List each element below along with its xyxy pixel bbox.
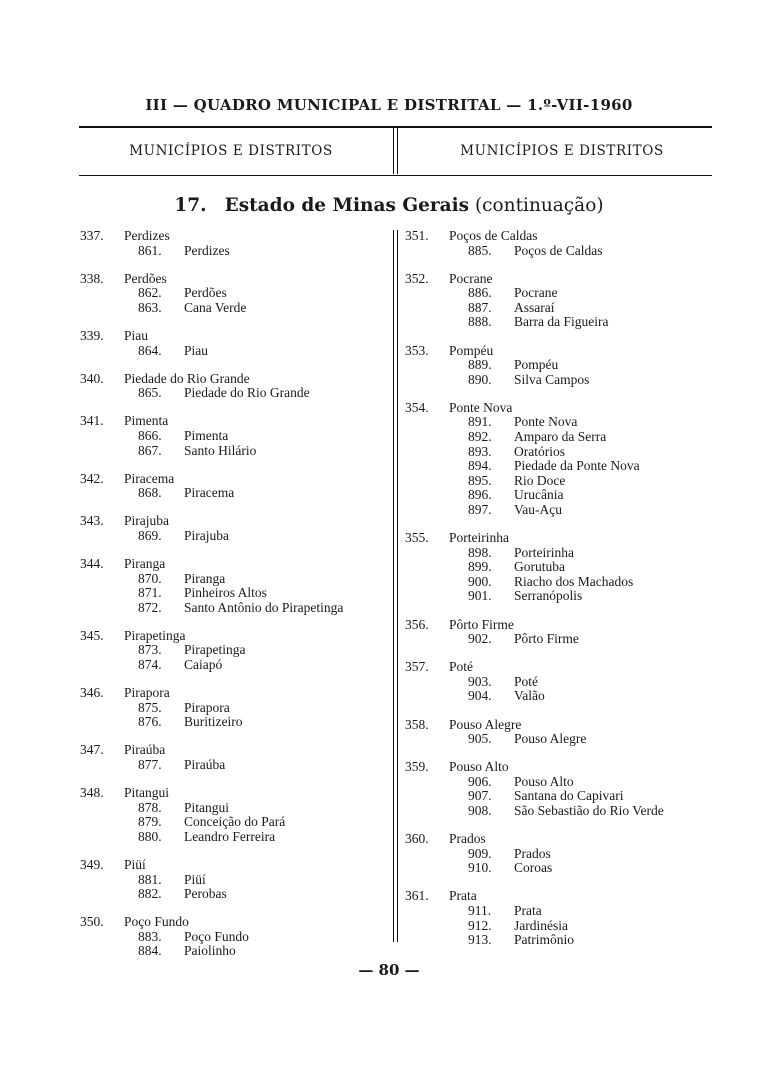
municipality-line bbox=[80, 272, 390, 287]
section-suffix: (continuação) bbox=[474, 195, 604, 216]
district-number: 879. bbox=[138, 814, 162, 830]
municipality-name: Poços de Caldas bbox=[449, 228, 538, 243]
district-name: Barra da Figueira bbox=[514, 314, 609, 330]
municipality-number: 357. bbox=[405, 659, 429, 675]
district-number: 911. bbox=[468, 902, 492, 918]
municipality-line bbox=[80, 329, 390, 344]
district-number: 864. bbox=[138, 342, 162, 358]
municipality-line bbox=[80, 514, 390, 529]
municipality-name: Poté bbox=[449, 659, 474, 675]
district-line bbox=[405, 474, 715, 489]
district-number: 876. bbox=[138, 714, 162, 730]
municipality-line bbox=[80, 414, 390, 429]
municipality-name: Prata bbox=[449, 888, 477, 904]
district-number: 868. bbox=[138, 485, 162, 501]
district-line bbox=[405, 358, 715, 373]
district-line bbox=[405, 445, 715, 460]
district-name: Piedade do Rio Grande bbox=[184, 385, 310, 401]
district-name: Pirapora bbox=[184, 699, 230, 715]
district-line bbox=[80, 301, 390, 316]
district-line bbox=[80, 758, 390, 773]
municipality-line bbox=[405, 718, 715, 733]
district-name: Serranópolis bbox=[514, 588, 583, 604]
municipality-entry bbox=[405, 832, 715, 876]
district-name: Urucânia bbox=[514, 487, 564, 503]
district-number: 889. bbox=[468, 357, 492, 373]
district-number: 905. bbox=[468, 731, 492, 747]
district-name: Piranga bbox=[184, 570, 226, 586]
district-line bbox=[405, 503, 715, 518]
district-name: Santo Hilário bbox=[184, 442, 257, 458]
municipality-number: 358. bbox=[405, 716, 429, 732]
district-number: 900. bbox=[468, 573, 492, 589]
district-name: Ponte Nova bbox=[514, 414, 578, 430]
district-name: Pitangui bbox=[184, 799, 230, 815]
municipality-number: 348. bbox=[80, 785, 104, 801]
district-name: São Sebastião do Rio Verde bbox=[514, 803, 664, 818]
district-number: 867. bbox=[138, 442, 162, 458]
municipality-entry bbox=[405, 618, 715, 647]
district-line bbox=[405, 861, 715, 876]
municipality-entry bbox=[80, 514, 390, 543]
district-name: Pouso Alegre bbox=[514, 731, 587, 747]
district-number: 898. bbox=[468, 544, 492, 560]
municipality-number: 342. bbox=[80, 470, 104, 486]
district-name: Pirajuba bbox=[184, 527, 229, 543]
district-name: Paiolinho bbox=[184, 943, 236, 959]
municipality-entry bbox=[405, 760, 715, 818]
district-number: 890. bbox=[468, 371, 492, 387]
municipality-line bbox=[405, 660, 715, 675]
column-heading-divider bbox=[393, 128, 398, 174]
district-name: Poço Fundo bbox=[184, 928, 249, 944]
district-line bbox=[405, 732, 715, 747]
section-title bbox=[0, 195, 778, 216]
district-name: Piau bbox=[184, 342, 209, 358]
municipality-name: Pompéu bbox=[449, 342, 494, 358]
municipality-number: 344. bbox=[80, 556, 104, 571]
district-name: Piraúba bbox=[184, 757, 226, 773]
district-line bbox=[80, 930, 390, 945]
municipality-line bbox=[405, 618, 715, 633]
district-number: 886. bbox=[468, 285, 492, 301]
municipality-line bbox=[405, 760, 715, 775]
municipality-entry bbox=[80, 557, 390, 615]
district-number: 882. bbox=[138, 886, 162, 902]
municipality-entry bbox=[80, 629, 390, 673]
municipality-line bbox=[80, 229, 390, 244]
district-number: 866. bbox=[138, 427, 162, 443]
district-name: Poté bbox=[514, 673, 539, 689]
municipality-entry bbox=[80, 686, 390, 730]
district-number: 912. bbox=[468, 917, 492, 933]
left-column bbox=[80, 229, 390, 973]
district-number: 884. bbox=[138, 943, 162, 959]
municipality-entry bbox=[405, 229, 715, 258]
municipality-line bbox=[405, 229, 715, 244]
municipality-entry bbox=[80, 786, 390, 844]
district-name: Pôrto Firme bbox=[514, 631, 579, 647]
column-divider bbox=[393, 230, 398, 942]
district-name: Assaraí bbox=[514, 299, 555, 315]
municipality-number: 341. bbox=[80, 413, 104, 429]
page-header: III — QUADRO MUNICIPAL E DISTRITAL — 1.º-VII-1960 bbox=[145, 96, 633, 114]
district-name: Silva Campos bbox=[514, 371, 590, 387]
municipality-name: Pôrto Firme bbox=[449, 616, 514, 632]
municipality-name: Pitangui bbox=[124, 785, 170, 801]
district-line bbox=[405, 286, 715, 301]
district-line bbox=[80, 643, 390, 658]
district-line bbox=[80, 572, 390, 587]
municipality-number: 337. bbox=[80, 228, 104, 243]
district-name: Pouso Alto bbox=[514, 773, 574, 789]
district-name: Santana do Capivari bbox=[514, 788, 624, 804]
district-line bbox=[405, 315, 715, 330]
municipality-entry bbox=[405, 889, 715, 947]
district-name: Amparo da Serra bbox=[514, 429, 607, 445]
municipality-number: 356. bbox=[405, 616, 429, 632]
district-number: 901. bbox=[468, 588, 492, 604]
district-line bbox=[405, 589, 715, 604]
district-line bbox=[80, 486, 390, 501]
district-name: Perdizes bbox=[184, 242, 230, 258]
district-number: 892. bbox=[468, 429, 492, 445]
municipality-name: Piüí bbox=[124, 857, 146, 872]
municipality-line bbox=[80, 786, 390, 801]
district-line bbox=[405, 488, 715, 503]
district-name: Pinheiros Altos bbox=[184, 585, 267, 601]
district-line bbox=[80, 586, 390, 601]
district-name: Coroas bbox=[514, 860, 553, 876]
district-line bbox=[80, 815, 390, 830]
municipality-name: Pirapetinga bbox=[124, 627, 186, 643]
municipality-entry bbox=[405, 531, 715, 604]
municipality-name: Pocrane bbox=[449, 270, 493, 286]
municipality-entry bbox=[80, 372, 390, 401]
municipality-name: Pirajuba bbox=[124, 513, 169, 529]
district-line bbox=[405, 804, 715, 819]
district-number: 909. bbox=[468, 845, 492, 861]
district-number: 906. bbox=[468, 773, 492, 789]
municipality-number: 355. bbox=[405, 530, 429, 546]
district-number: 907. bbox=[468, 788, 492, 804]
right-column bbox=[405, 229, 715, 961]
municipality-name: Piranga bbox=[124, 556, 166, 571]
district-name: Perdões bbox=[184, 285, 227, 301]
municipality-entry bbox=[80, 229, 390, 258]
district-line bbox=[405, 689, 715, 704]
municipality-entry bbox=[405, 272, 715, 330]
district-name: Pimenta bbox=[184, 427, 229, 443]
district-name: Pirapetinga bbox=[184, 642, 246, 658]
district-name: Santo Antônio do Pirapetinga bbox=[184, 599, 344, 615]
district-number: 880. bbox=[138, 828, 162, 844]
district-line bbox=[80, 715, 390, 730]
district-name: Porteirinha bbox=[514, 544, 574, 560]
district-number: 870. bbox=[138, 570, 162, 586]
municipality-number: 346. bbox=[80, 685, 104, 701]
district-name: Caiapó bbox=[184, 657, 223, 673]
district-line bbox=[405, 301, 715, 316]
municipality-entry bbox=[80, 414, 390, 458]
municipality-number: 351. bbox=[405, 228, 429, 243]
district-line bbox=[80, 887, 390, 902]
municipality-number: 350. bbox=[80, 914, 104, 930]
district-line bbox=[80, 658, 390, 673]
district-line bbox=[405, 789, 715, 804]
district-line bbox=[405, 244, 715, 259]
municipality-number: 360. bbox=[405, 831, 429, 847]
municipality-line bbox=[405, 531, 715, 546]
district-number: 872. bbox=[138, 599, 162, 615]
municipality-line bbox=[405, 401, 715, 416]
municipality-entry bbox=[80, 272, 390, 316]
district-line bbox=[405, 575, 715, 590]
district-name: Patrimônio bbox=[514, 932, 574, 948]
municipality-entry bbox=[405, 718, 715, 747]
municipality-number: 347. bbox=[80, 742, 104, 758]
municipality-number: 359. bbox=[405, 759, 429, 775]
section-number: 17. bbox=[174, 195, 207, 216]
district-line bbox=[405, 415, 715, 430]
municipality-line bbox=[80, 372, 390, 387]
district-line bbox=[80, 444, 390, 459]
district-line bbox=[80, 801, 390, 816]
municipality-number: 340. bbox=[80, 370, 104, 386]
municipality-line bbox=[405, 889, 715, 904]
district-number: 910. bbox=[468, 860, 492, 876]
column-heading-rule bbox=[79, 175, 712, 176]
municipality-line bbox=[405, 832, 715, 847]
district-number: 862. bbox=[138, 285, 162, 301]
municipality-entry bbox=[80, 858, 390, 902]
district-number: 875. bbox=[138, 699, 162, 715]
district-number: 893. bbox=[468, 443, 492, 459]
municipality-entry bbox=[80, 472, 390, 501]
district-number: 869. bbox=[138, 527, 162, 543]
municipality-line bbox=[405, 272, 715, 287]
district-name: Perobas bbox=[184, 886, 227, 902]
section-state-name: Estado de Minas Gerais bbox=[224, 195, 470, 216]
district-name: Leandro Ferreira bbox=[184, 828, 276, 844]
district-line bbox=[405, 675, 715, 690]
district-name: Pompéu bbox=[514, 357, 559, 373]
district-number: 891. bbox=[468, 414, 492, 430]
municipality-entry bbox=[80, 915, 390, 959]
district-number: 896. bbox=[468, 487, 492, 503]
district-line bbox=[405, 430, 715, 445]
district-number: 881. bbox=[138, 871, 162, 887]
district-number: 887. bbox=[468, 299, 492, 315]
municipality-name: Poço Fundo bbox=[124, 914, 189, 930]
district-name: Valão bbox=[514, 688, 545, 704]
municipality-name: Pouso Alegre bbox=[449, 716, 522, 732]
municipality-name: Prados bbox=[449, 831, 486, 847]
district-number: 888. bbox=[468, 314, 492, 330]
municipality-number: 349. bbox=[80, 857, 104, 872]
right-column-heading: MUNICÍPIOS E DISTRITOS bbox=[460, 143, 664, 159]
municipality-number: 345. bbox=[80, 627, 104, 643]
district-line bbox=[80, 830, 390, 845]
municipality-line bbox=[80, 557, 390, 572]
municipality-name: Pimenta bbox=[124, 413, 169, 429]
district-line bbox=[80, 944, 390, 959]
district-name: Jardinésia bbox=[514, 917, 568, 933]
district-name: Oratórios bbox=[514, 443, 565, 459]
district-number: 899. bbox=[468, 559, 492, 575]
municipality-entry bbox=[405, 401, 715, 518]
district-line bbox=[405, 632, 715, 647]
municipality-line bbox=[80, 629, 390, 644]
district-line bbox=[80, 286, 390, 301]
municipality-name: Piracema bbox=[124, 470, 175, 486]
district-line bbox=[80, 601, 390, 616]
district-number: 908. bbox=[468, 803, 492, 818]
municipality-entry bbox=[405, 660, 715, 704]
district-line bbox=[80, 529, 390, 544]
district-line bbox=[405, 904, 715, 919]
district-number: 902. bbox=[468, 631, 492, 647]
district-number: 894. bbox=[468, 458, 492, 474]
municipality-number: 354. bbox=[405, 399, 429, 415]
municipality-entry bbox=[80, 329, 390, 358]
municipality-name: Ponte Nova bbox=[449, 399, 513, 415]
district-number: 873. bbox=[138, 642, 162, 658]
district-line bbox=[405, 546, 715, 561]
municipality-name: Piau bbox=[124, 327, 149, 343]
municipality-number: 353. bbox=[405, 342, 429, 358]
district-number: 863. bbox=[138, 299, 162, 315]
municipality-entry bbox=[405, 344, 715, 388]
district-line bbox=[405, 933, 715, 948]
municipality-number: 352. bbox=[405, 270, 429, 286]
district-name: Piracema bbox=[184, 485, 235, 501]
municipality-number: 338. bbox=[80, 270, 104, 286]
district-name: Poços de Caldas bbox=[514, 242, 603, 258]
municipality-entry bbox=[80, 743, 390, 772]
district-line bbox=[405, 919, 715, 934]
municipality-name: Perdizes bbox=[124, 228, 170, 243]
municipality-number: 361. bbox=[405, 888, 429, 904]
municipality-number: 343. bbox=[80, 513, 104, 529]
district-number: 874. bbox=[138, 657, 162, 673]
district-line bbox=[405, 847, 715, 862]
district-number: 865. bbox=[138, 385, 162, 401]
municipality-name: Piedade do Rio Grande bbox=[124, 370, 250, 386]
district-name: Vau-Açu bbox=[514, 502, 562, 517]
district-number: 871. bbox=[138, 585, 162, 601]
district-line bbox=[405, 373, 715, 388]
district-name: Prados bbox=[514, 845, 551, 861]
district-line bbox=[80, 344, 390, 359]
left-column-heading: MUNICÍPIOS E DISTRITOS bbox=[129, 143, 333, 159]
district-name: Buritizeiro bbox=[184, 714, 243, 730]
municipality-line bbox=[80, 915, 390, 930]
municipality-line bbox=[80, 743, 390, 758]
district-number: 877. bbox=[138, 757, 162, 773]
district-line bbox=[405, 560, 715, 575]
district-name: Gorutuba bbox=[514, 559, 565, 575]
district-number: 897. bbox=[468, 502, 492, 517]
district-name: Cana Verde bbox=[184, 299, 247, 315]
municipality-name: Pirapora bbox=[124, 685, 170, 701]
district-name: Rio Doce bbox=[514, 472, 566, 488]
district-number: 913. bbox=[468, 932, 492, 948]
municipality-name: Piraúba bbox=[124, 742, 166, 758]
district-line bbox=[80, 873, 390, 888]
district-line bbox=[80, 701, 390, 716]
municipality-name: Perdões bbox=[124, 270, 167, 286]
district-number: 878. bbox=[138, 799, 162, 815]
district-line bbox=[80, 244, 390, 259]
municipality-line bbox=[80, 472, 390, 487]
district-number: 903. bbox=[468, 673, 492, 689]
municipality-number: 339. bbox=[80, 327, 104, 343]
district-name: Conceição do Pará bbox=[184, 814, 286, 830]
municipality-name: Porteirinha bbox=[449, 530, 509, 546]
district-line bbox=[405, 775, 715, 790]
district-number: 885. bbox=[468, 242, 492, 258]
district-line bbox=[80, 386, 390, 401]
municipality-line bbox=[80, 686, 390, 701]
page-number: — 80 — bbox=[358, 961, 420, 979]
district-line bbox=[80, 429, 390, 444]
district-number: 895. bbox=[468, 472, 492, 488]
district-line bbox=[405, 459, 715, 474]
district-name: Prata bbox=[514, 902, 542, 918]
district-number: 883. bbox=[138, 928, 162, 944]
district-name: Piüí bbox=[184, 871, 206, 887]
district-number: 904. bbox=[468, 688, 492, 704]
district-number: 861. bbox=[138, 242, 162, 258]
district-name: Riacho dos Machados bbox=[514, 573, 634, 589]
municipality-line bbox=[80, 858, 390, 873]
municipality-name: Pouso Alto bbox=[449, 759, 509, 775]
municipality-line bbox=[405, 344, 715, 359]
district-name: Pocrane bbox=[514, 285, 558, 301]
district-name: Piedade da Ponte Nova bbox=[514, 458, 640, 474]
